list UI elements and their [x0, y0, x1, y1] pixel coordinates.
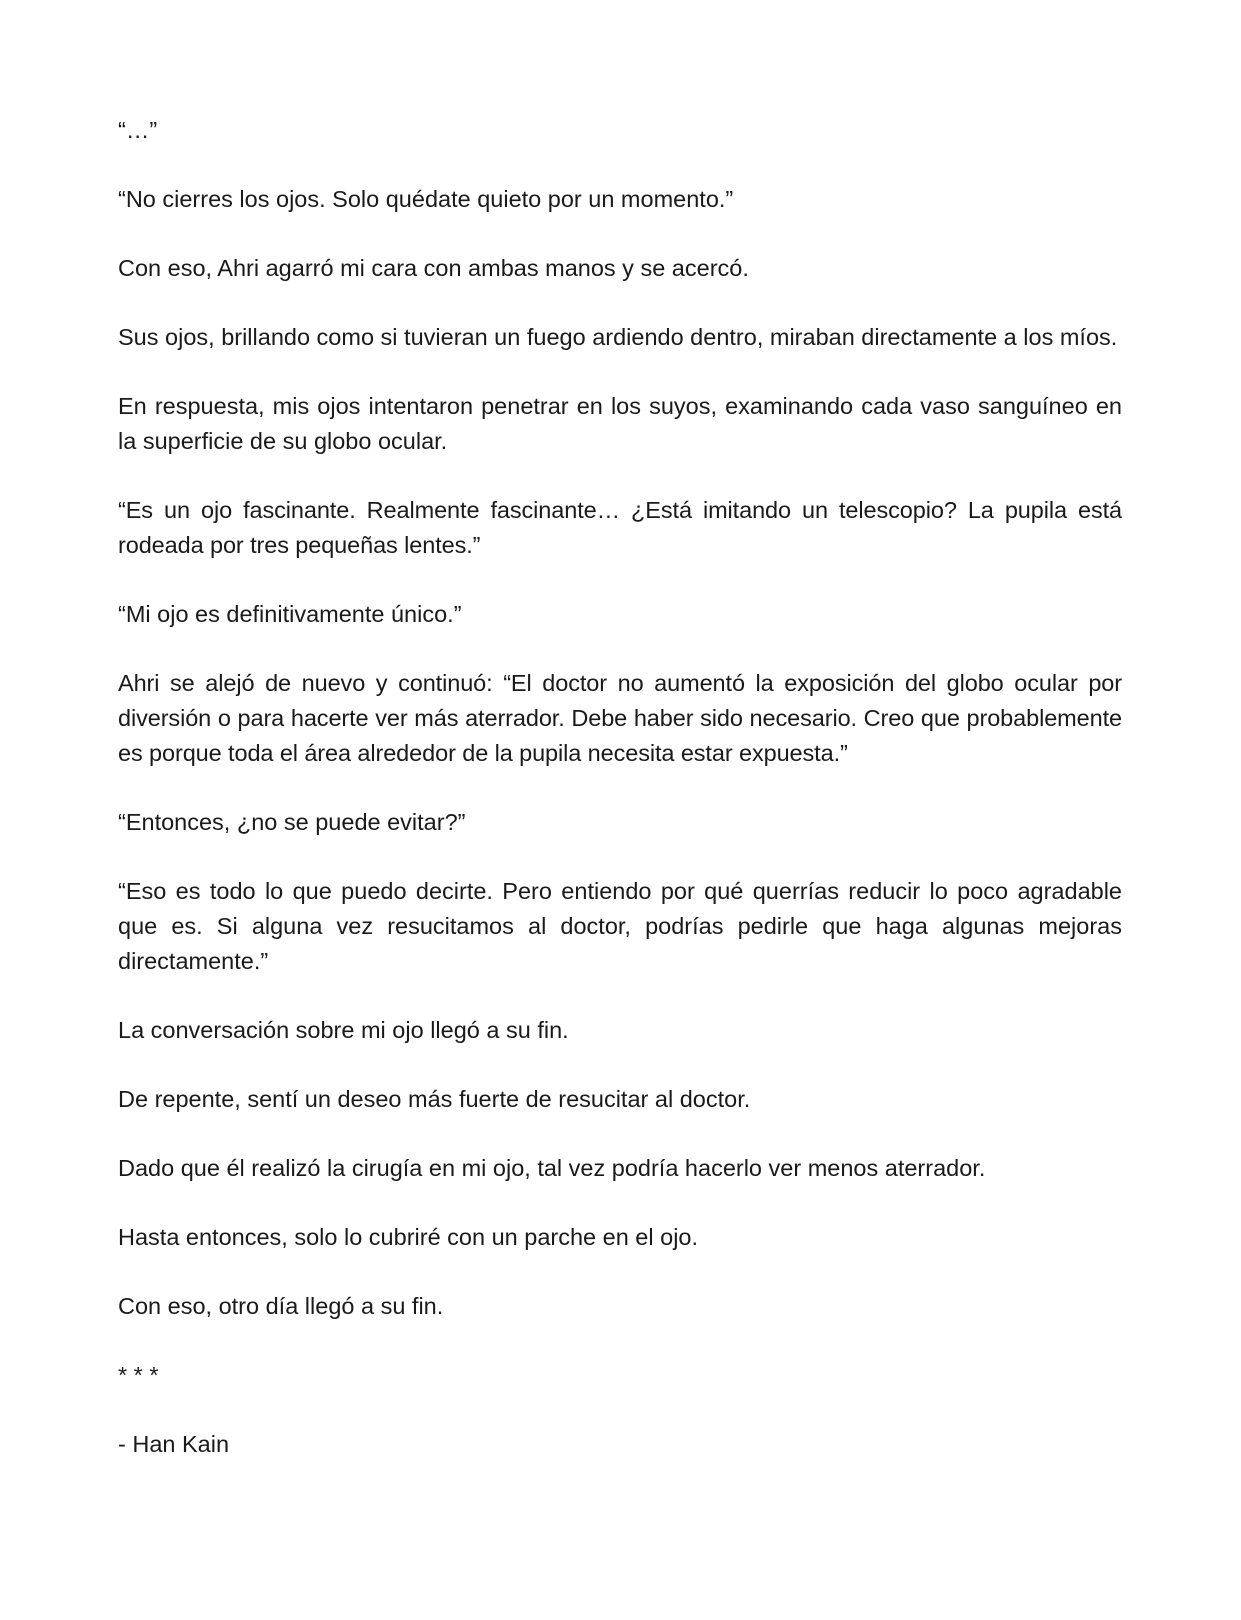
paragraph: La conversación sobre mi ojo llegó a su fin. [118, 1017, 569, 1043]
paragraph: “Es un ojo fascinante. Realmente fascinante… ¿Está imitando un telescopio? La pupila está rodeada por tres pequeñas lentes.” [118, 497, 1122, 558]
paragraph: Con eso, otro día llegó a su fin. [118, 1293, 444, 1319]
paragraph: Ahri se alejó de nuevo y continuó: “El doctor no aumentó la exposición del globo ocular por diversión o para hacerte ver más aterrador. Debe haber sido necesario. Creo que probablemente es porque toda el área alrededor de la pupila necesita estar expuesta.” [118, 670, 1122, 766]
paragraph: Dado que él realizó la cirugía en mi ojo, tal vez podría hacerlo ver menos aterrador. [118, 1155, 986, 1181]
scene-break: * * * [118, 1362, 159, 1388]
paragraph: De repente, sentí un deseo más fuerte de resucitar al doctor. [118, 1086, 751, 1112]
author-signature: - Han Kain [118, 1431, 230, 1457]
paragraph: Sus ojos, brillando como si tuvieran un fuego ardiendo dentro, miraban directamente a los míos. [118, 324, 1118, 350]
paragraph: En respuesta, mis ojos intentaron penetrar en los suyos, examinando cada vaso sanguíneo en la superficie de su globo ocular. [118, 393, 1122, 454]
paragraph: “No cierres los ojos. Solo quédate quieto por un momento.” [118, 186, 734, 212]
paragraph: “Mi ojo es definitivamente único.” [118, 601, 462, 627]
paragraph: Hasta entonces, solo lo cubriré con un parche en el ojo. [118, 1224, 699, 1250]
paragraph: Con eso, Ahri agarró mi cara con ambas manos y se acercó. [118, 255, 749, 281]
text-body [118, 113, 1122, 1496]
paragraph: “Eso es todo lo que puedo decirte. Pero entiendo por qué querrías reducir lo poco agradable que es. Si alguna vez resucitamos al doctor, podrías pedirle que haga algunas mejoras directamente.” [118, 878, 1122, 974]
paragraph: “Entonces, ¿no se puede evitar?” [118, 809, 466, 835]
paragraph-ellipsis: “…” [118, 117, 158, 143]
